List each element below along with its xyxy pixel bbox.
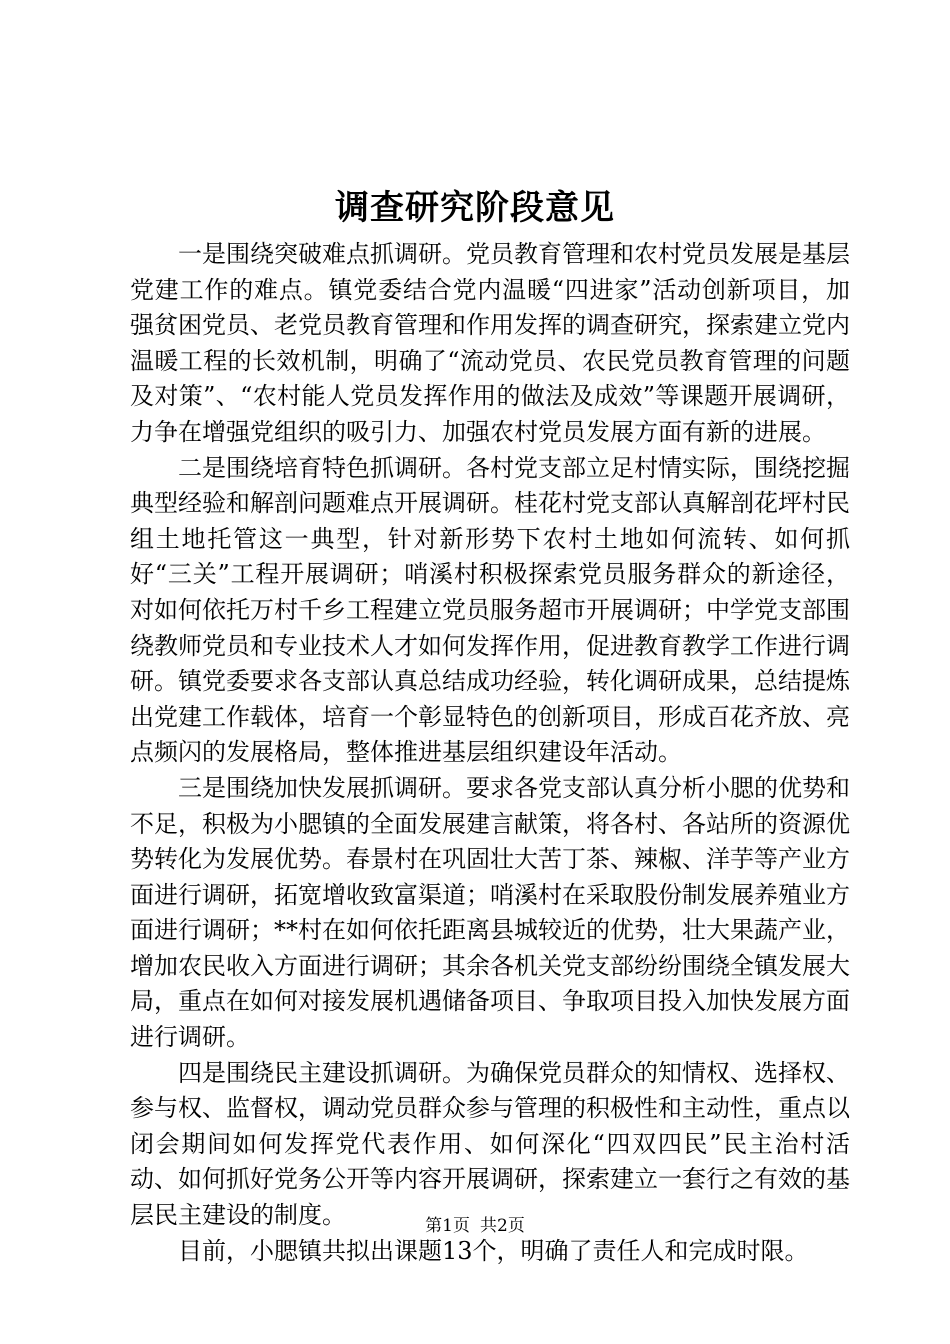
- page-number-total: 共2页: [480, 1216, 525, 1236]
- page-footer: [0, 1213, 950, 1239]
- paragraph-1: 一是围绕突破难点抓调研。党员教育管理和农村党员发展是基层党建工作的难点。镇党委结合党内温暖“四进家”活动创新项目，加强贫困党员、老党员教育管理和作用发挥的调查研究，探索建立党内温暖工程的长效机制，明确了“流动党员、农民党员教育管理的问题及对策”、“农村能人党员发挥作用的做法及成效”等课题开展调研，力争在增强党组织的吸引力、加强农村党员发展方面有新的进展。: [130, 240, 850, 446]
- paragraph-3: 三是围绕加快发展抓调研。要求各党支部认真分析小腮的优势和不足，积极为小腮镇的全面发展建言献策，将各村、各站所的资源优势转化为发展优势。春景村在巩固壮大苦丁茶、辣椒、洋芋等产业方面进行调研，拓宽增收致富渠道；哨溪村在采取股份制发展养殖业方面进行调研；**村在如何依托距离县城较近的优势，壮大果蔬产业，增加农民收入方面进行调研；其余各机关党支部纷纷围绕全镇发展大局，重点在如何对接发展机遇储备项目、争取项目投入加快发展方面进行调研。: [130, 773, 850, 1052]
- document-title: 调查研究阶段意见: [335, 188, 615, 228]
- paragraph-5: 目前，小腮镇共拟出课题13个，明确了责任人和完成时限。: [178, 1236, 809, 1265]
- paragraph-4: 四是围绕民主建设抓调研。为确保党员群众的知情权、选择权、参与权、监督权，调动党员群众参与管理的积极性和主动性，重点以闭会期间如何发挥党代表作用、如何深化“四双四民”民主治村活动、如何抓好党务公开等内容开展调研，探索建立一套行之有效的基层民主建设的制度。: [130, 1058, 850, 1230]
- page-number-current: 第1页: [425, 1216, 470, 1236]
- paragraph-2: 二是围绕培育特色抓调研。各村党支部立足村情实际，围绕挖掘典型经验和解剖问题难点开展调研。桂花村党支部认真解剖花坪村民组土地托管这一典型，针对新形势下农村土地如何流转、如何抓好“三关”工程开展调研；哨溪村积极探索党员服务群众的新途径，对如何依托万村千乡工程建立党员服务超市开展调研；中学党支部围绕教师党员和专业技术人才如何发挥作用，促进教育教学工作进行调研。镇党委要求各支部认真总结成功经验，转化调研成果，总结提炼出党建工作载体，培育一个彰显特色的创新项目，形成百花齐放、亮点频闪的发展格局，整体推进基层组织建设年活动。: [130, 453, 850, 767]
- document-body: [130, 237, 850, 1269]
